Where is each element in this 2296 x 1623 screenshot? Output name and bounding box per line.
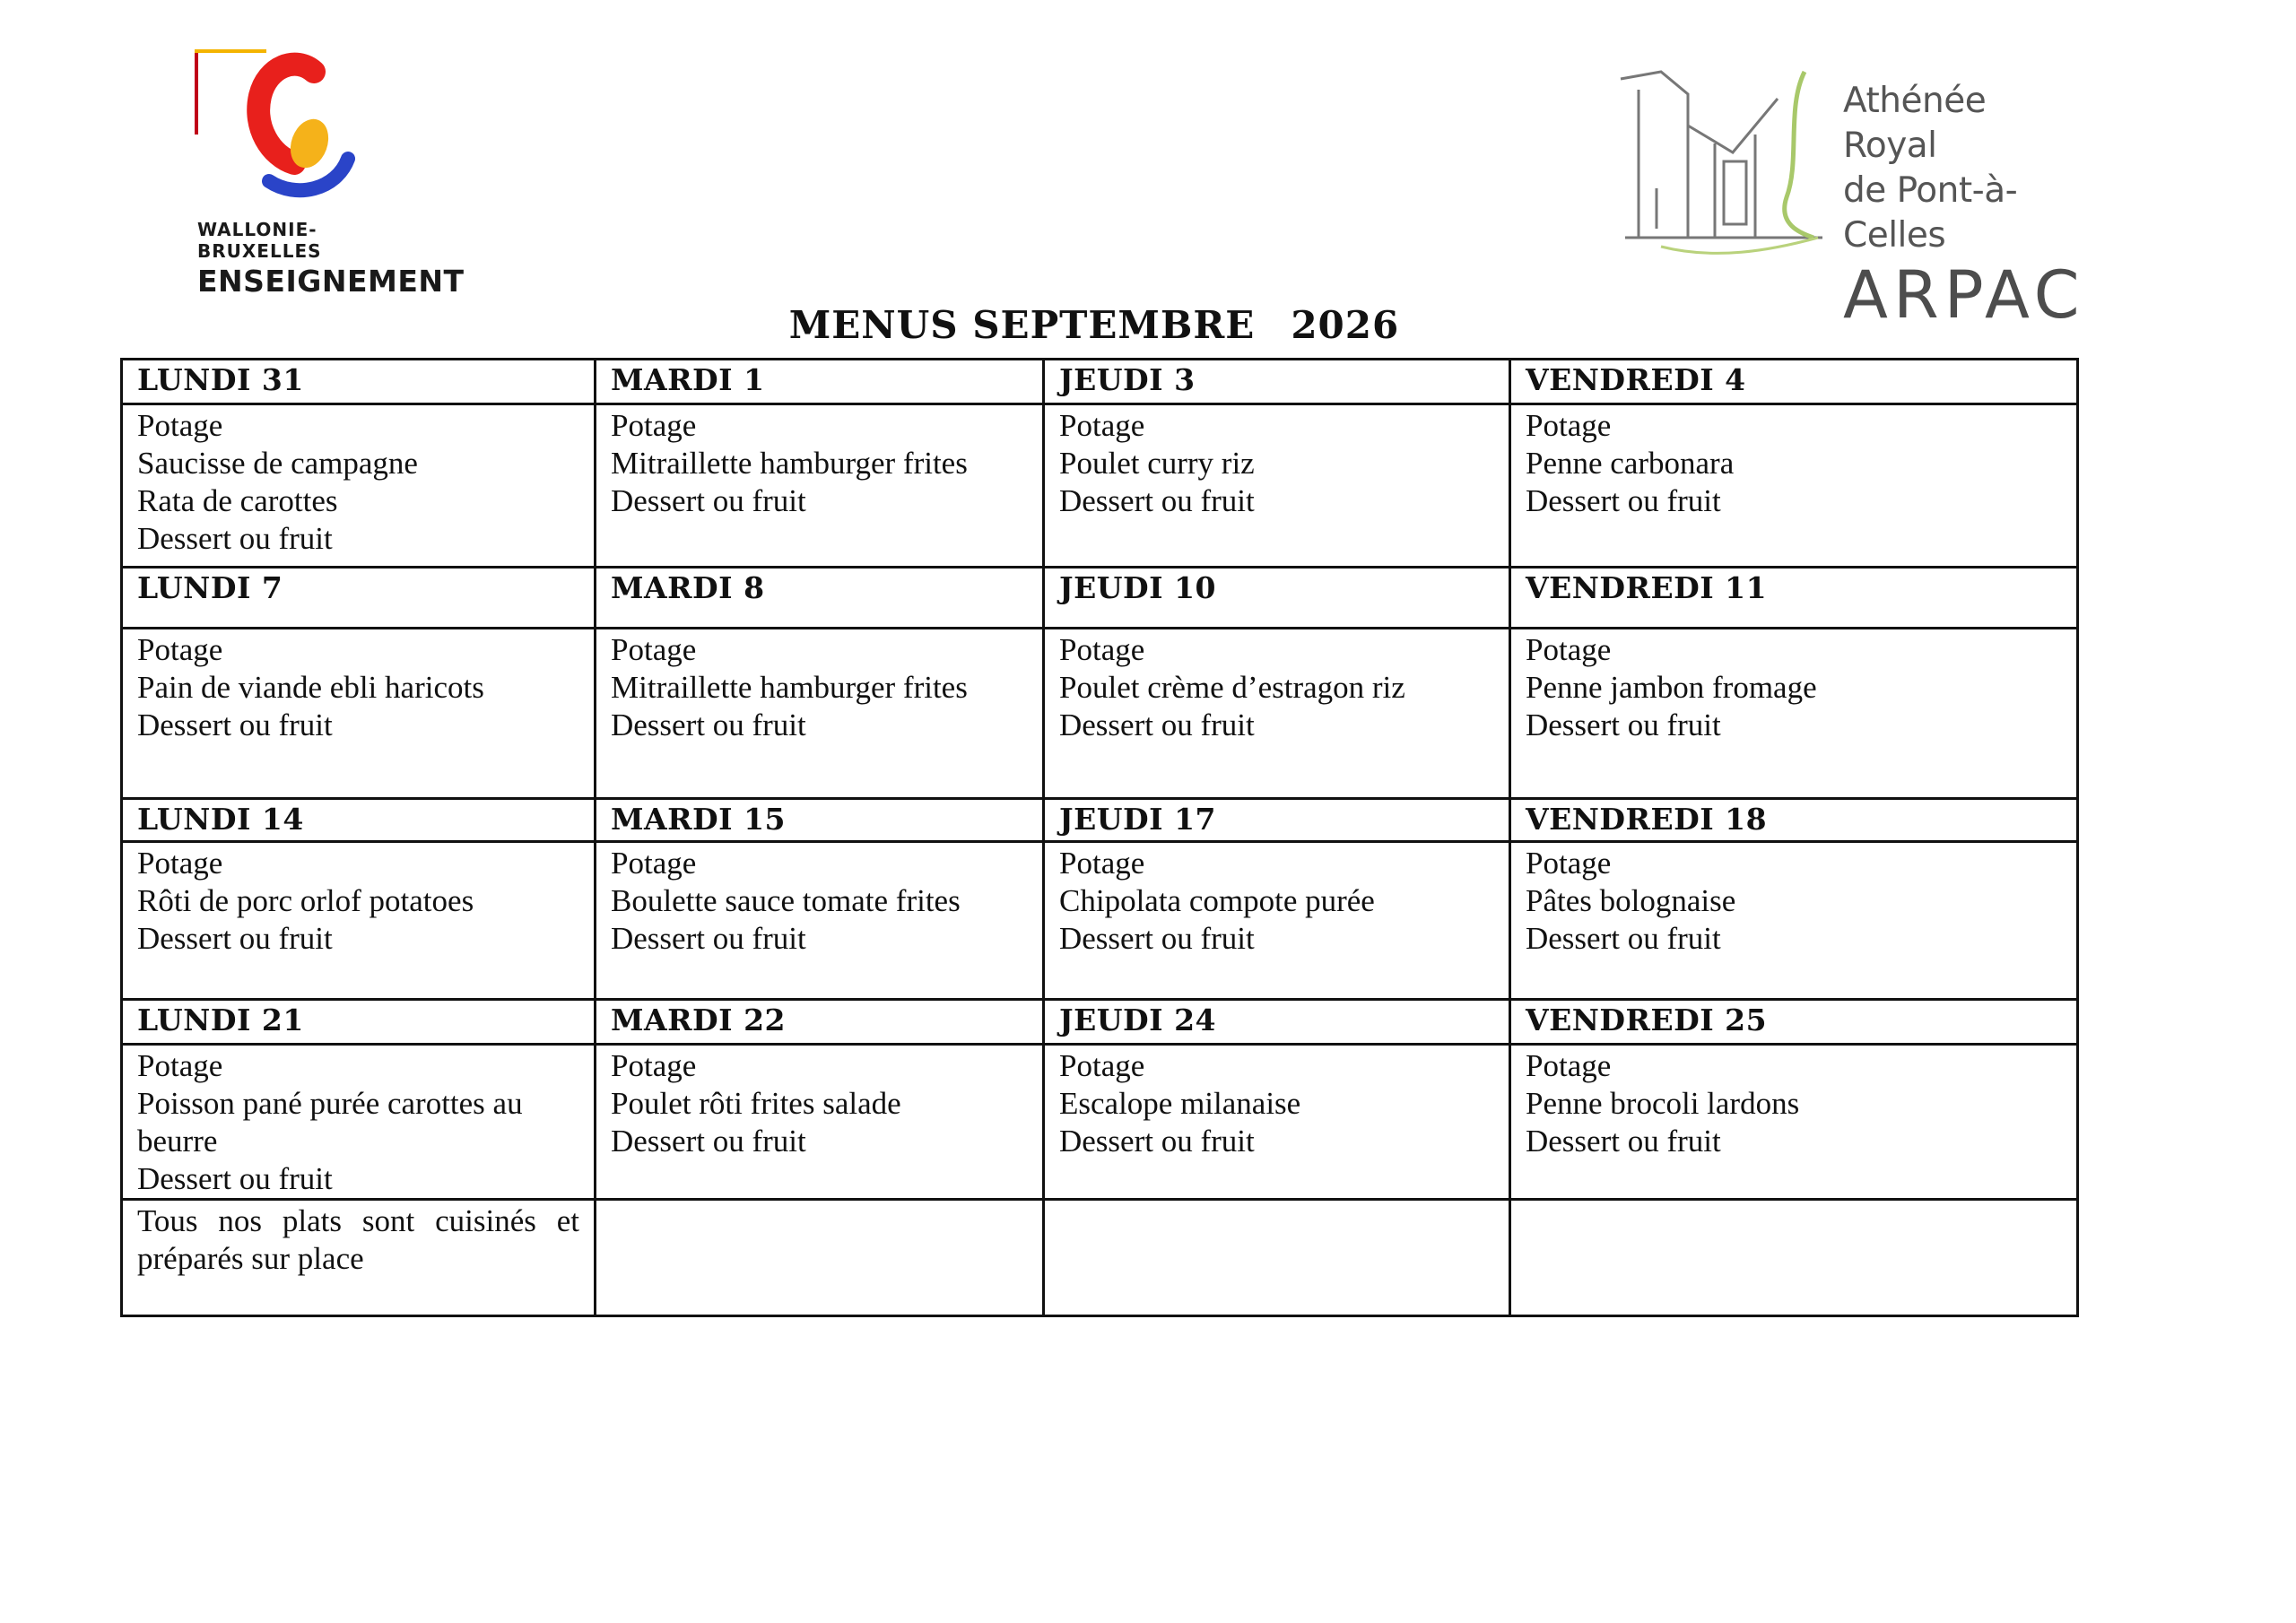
dessert-item: Dessert ou fruit xyxy=(1059,707,1255,742)
dessert-item: Dessert ou fruit xyxy=(611,1124,806,1159)
dessert-item: Dessert ou fruit xyxy=(137,707,333,742)
menu-cell xyxy=(122,842,596,1000)
soup-item: Potage xyxy=(611,846,697,881)
soup-item: Potage xyxy=(137,408,223,443)
day-label: VENDREDI 18 xyxy=(1526,802,1768,837)
footer-note: Tous nos plats sont cuisinés et préparés sur place xyxy=(137,1203,579,1276)
day-header-cell xyxy=(1510,568,2078,629)
day-header-cell xyxy=(596,568,1044,629)
menu-row xyxy=(122,1045,2078,1200)
day-header-row xyxy=(122,1000,2078,1045)
soup-item: Potage xyxy=(1059,408,1145,443)
soup-item: Potage xyxy=(1526,1048,1612,1083)
day-header-cell xyxy=(596,360,1044,404)
day-header-cell xyxy=(122,568,596,629)
day-label: LUNDI 14 xyxy=(137,802,304,837)
wallonie-bruxelles-logo xyxy=(188,47,465,299)
day-header-row xyxy=(122,568,2078,629)
day-label: MARDI 1 xyxy=(611,362,765,397)
day-header-cell xyxy=(1044,568,1510,629)
menu-cell xyxy=(596,404,1044,568)
menu-cell xyxy=(1510,842,2078,1000)
day-header-row xyxy=(122,360,2078,404)
menu-table xyxy=(120,358,2079,1317)
menu-cell xyxy=(1510,404,2078,568)
empty-cell xyxy=(1044,1200,1510,1316)
soup-item: Potage xyxy=(1059,846,1145,881)
main-dish-item: Penne carbonara xyxy=(1526,446,1735,481)
logo-right-line1: Athénée Royal xyxy=(1843,81,1987,166)
day-label: VENDREDI 25 xyxy=(1526,1002,1768,1037)
soup-item: Potage xyxy=(137,1048,223,1083)
soup-item: Potage xyxy=(1526,846,1612,881)
dessert-item: Dessert ou fruit xyxy=(611,483,806,518)
dessert-item: Dessert ou fruit xyxy=(611,921,806,956)
menu-cell xyxy=(122,629,596,799)
main-dish-item: Poulet curry riz xyxy=(1059,446,1255,481)
day-header-cell xyxy=(122,360,596,404)
day-label: VENDREDI 11 xyxy=(1526,570,1768,605)
day-label: VENDREDI 4 xyxy=(1526,362,1746,397)
main-dish-item: Rôti de porc orlof potatoes xyxy=(137,883,474,918)
day-header-cell xyxy=(1510,799,2078,842)
menu-cell xyxy=(122,404,596,568)
day-header-cell xyxy=(596,1000,1044,1045)
day-header-cell xyxy=(1510,1000,2078,1045)
menu-cell xyxy=(1510,629,2078,799)
title-year: 2026 xyxy=(1291,303,1400,347)
dessert-item: Dessert ou fruit xyxy=(1526,921,1721,956)
soup-item: Potage xyxy=(611,632,697,667)
main-dish-item: Chipolata compote purée xyxy=(1059,883,1375,918)
soup-item: Potage xyxy=(611,1048,697,1083)
day-label: MARDI 22 xyxy=(611,1002,787,1037)
main-dish-item: Poulet crème d’estragon riz xyxy=(1059,670,1405,705)
menu-cell xyxy=(596,1045,1044,1200)
main-dish-item: Pain de viande ebli haricots xyxy=(137,670,484,705)
menu-cell xyxy=(1044,629,1510,799)
main-dish-item: Penne brocoli lardons xyxy=(1526,1086,1800,1121)
logo-left-line1: WALLONIE-BRUXELLES xyxy=(197,219,322,262)
main-dish-item: Poulet rôti frites salade xyxy=(611,1086,901,1121)
building-sketch-icon xyxy=(1607,54,1840,269)
dessert-item: Dessert ou fruit xyxy=(1059,483,1255,518)
menu-cell xyxy=(1044,842,1510,1000)
main-dish-item: Boulette sauce tomate frites xyxy=(611,883,961,918)
footer-note-cell xyxy=(122,1200,596,1316)
soup-item: Potage xyxy=(1526,408,1612,443)
dessert-item: Dessert ou fruit xyxy=(1526,707,1721,742)
soup-item: Potage xyxy=(611,408,697,443)
day-label: MARDI 8 xyxy=(611,570,765,605)
arpac-logo xyxy=(1607,54,2085,334)
day-label: LUNDI 31 xyxy=(137,362,304,397)
day-label: MARDI 15 xyxy=(611,802,787,837)
dessert-item: Dessert ou fruit xyxy=(1059,921,1255,956)
day-header-cell xyxy=(1044,1000,1510,1045)
logo-left-line2: ENSEIGNEMENT xyxy=(197,264,465,299)
day-label: JEUDI 3 xyxy=(1059,362,1196,397)
menu-cell xyxy=(596,629,1044,799)
dessert-item: Dessert ou fruit xyxy=(137,521,333,556)
soup-item: Potage xyxy=(1059,632,1145,667)
soup-item: Potage xyxy=(137,632,223,667)
day-label: JEUDI 17 xyxy=(1059,802,1217,837)
menu-cell xyxy=(596,842,1044,1000)
wbe-emblem-icon xyxy=(188,47,368,204)
menu-row xyxy=(122,842,2078,1000)
menu-row xyxy=(122,629,2078,799)
menu-cell xyxy=(1510,1045,2078,1200)
dessert-item: Dessert ou fruit xyxy=(137,1161,333,1196)
logo-right-line3: ARPAC xyxy=(1843,257,2085,334)
title-main: MENUS SEPTEMBRE xyxy=(788,303,1256,347)
soup-item: Potage xyxy=(1526,632,1612,667)
main-dish-item: Escalope milanaise xyxy=(1059,1086,1301,1121)
day-header-cell xyxy=(122,1000,596,1045)
main-dish-item: Poisson pané purée carottes au beurre xyxy=(137,1086,523,1159)
footer-row xyxy=(122,1200,2078,1316)
day-header-cell xyxy=(596,799,1044,842)
empty-cell xyxy=(596,1200,1044,1316)
day-label: LUNDI 7 xyxy=(137,570,283,605)
dessert-item: Dessert ou fruit xyxy=(1526,483,1721,518)
day-label: JEUDI 10 xyxy=(1059,570,1217,605)
dessert-item: Dessert ou fruit xyxy=(137,921,333,956)
page-title xyxy=(0,303,2188,347)
day-header-row xyxy=(122,799,2078,842)
menu-cell xyxy=(122,1045,596,1200)
day-label: JEUDI 24 xyxy=(1059,1002,1217,1037)
day-header-cell xyxy=(122,799,596,842)
empty-cell xyxy=(1510,1200,2078,1316)
day-header-cell xyxy=(1044,799,1510,842)
dessert-item: Dessert ou fruit xyxy=(611,707,806,742)
day-label: LUNDI 21 xyxy=(137,1002,304,1037)
day-header-cell xyxy=(1044,360,1510,404)
main-dish-item: Penne jambon fromage xyxy=(1526,670,1817,705)
day-header-cell xyxy=(1510,360,2078,404)
menu-cell xyxy=(1044,1045,1510,1200)
soup-item: Potage xyxy=(1059,1048,1145,1083)
soup-item: Potage xyxy=(137,846,223,881)
main-dish-item: Saucisse de campagne xyxy=(137,446,418,481)
main-dish-item: Mitraillette hamburger frites xyxy=(611,670,968,705)
main-dish-item: Pâtes bolognaise xyxy=(1526,883,1736,918)
menu-row xyxy=(122,404,2078,568)
dessert-item: Dessert ou fruit xyxy=(1059,1124,1255,1159)
logo-right-line2: de Pont-à-Celles xyxy=(1843,170,2018,256)
main-dish-item: Rata de carottes xyxy=(137,483,338,518)
main-dish-item: Mitraillette hamburger frites xyxy=(611,446,968,481)
menu-cell xyxy=(1044,404,1510,568)
dessert-item: Dessert ou fruit xyxy=(1526,1124,1721,1159)
